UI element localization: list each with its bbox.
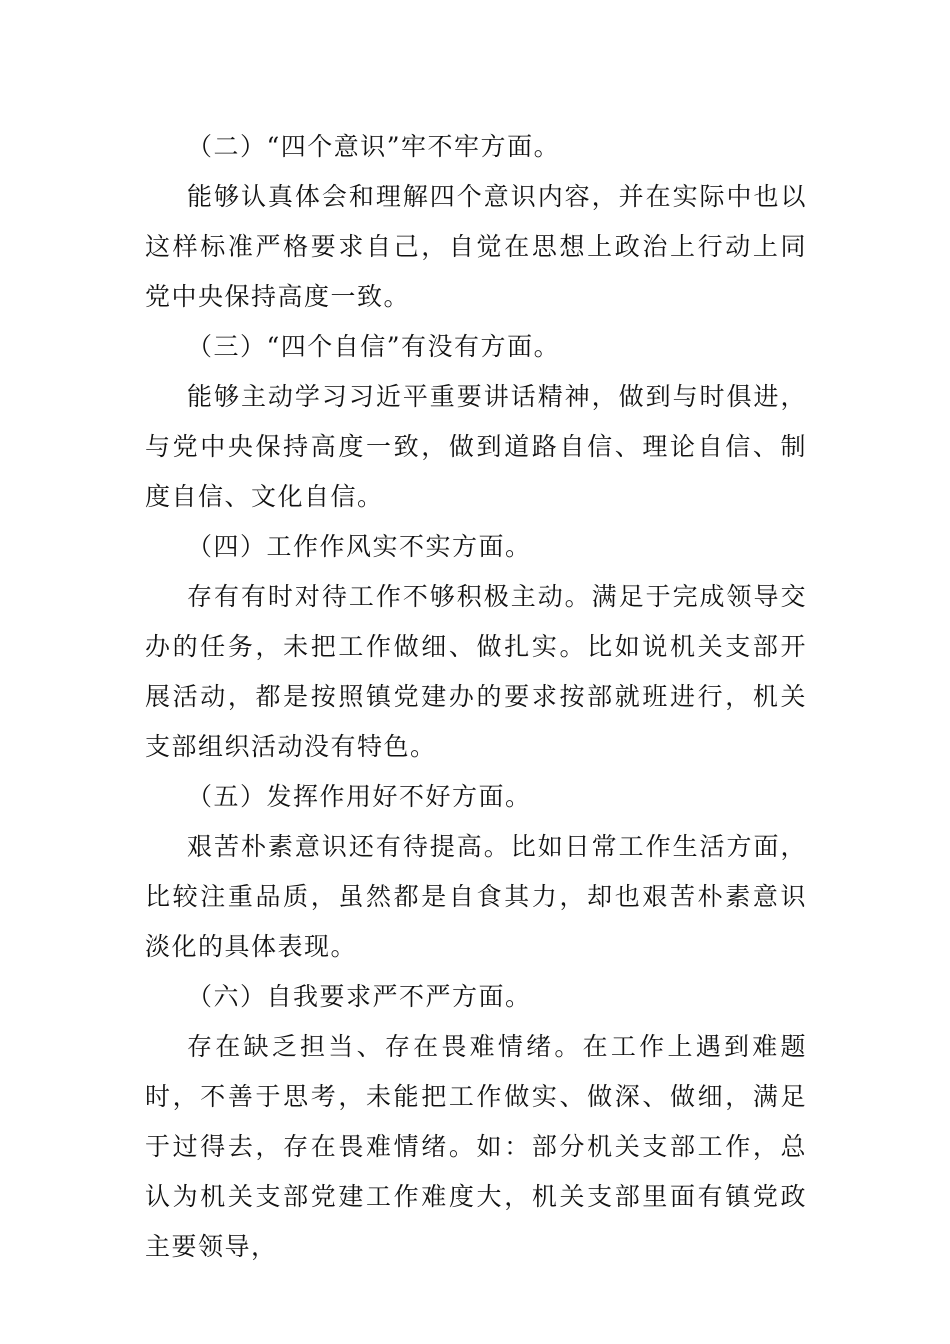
- heading-four-confidences: （三）“四个自信”有没有方面。: [187, 332, 561, 361]
- paragraph-self-discipline: 存在缺乏担当、存在畏难情绪。在工作上遇到难题时，不善于思考，未能把工作做实、做深、做细，满足于过得去，存在畏难情绪。如：部分机关支部工作，总认为机关支部党建工作难度大，机关支部里面有镇党政主要领导，: [145, 1032, 807, 1261]
- document-body: [145, 122, 807, 1272]
- heading-role-played: （五）发挥作用好不好方面。: [187, 782, 532, 811]
- paragraph-four-consciousness: 能够认真体会和理解四个意识内容，并在实际中也以这样标准严格要求自己，自觉在思想上政治上行动上同党中央保持高度一致。: [145, 182, 807, 311]
- paragraph-four-confidences: 能够主动学习习近平重要讲话精神，做到与时俱进，与党中央保持高度一致，做到道路自信、理论自信、制度自信、文化自信。: [145, 382, 807, 511]
- paragraph-role-played: 艰苦朴素意识还有待提高。比如日常工作生活方面，比较注重品质，虽然都是自食其力，却也艰苦朴素意识淡化的具体表现。: [145, 832, 807, 961]
- heading-four-consciousness: （二）“四个意识”牢不牢方面。: [187, 132, 561, 161]
- paragraph-work-style: 存有有时对待工作不够积极主动。满足于完成领导交办的任务，未把工作做细、做扎实。比如说机关支部开展活动，都是按照镇党建办的要求按部就班进行，机关支部组织活动没有特色。: [145, 582, 807, 761]
- heading-self-discipline: （六）自我要求严不严方面。: [187, 982, 532, 1011]
- heading-work-style: （四）工作作风实不实方面。: [187, 532, 532, 561]
